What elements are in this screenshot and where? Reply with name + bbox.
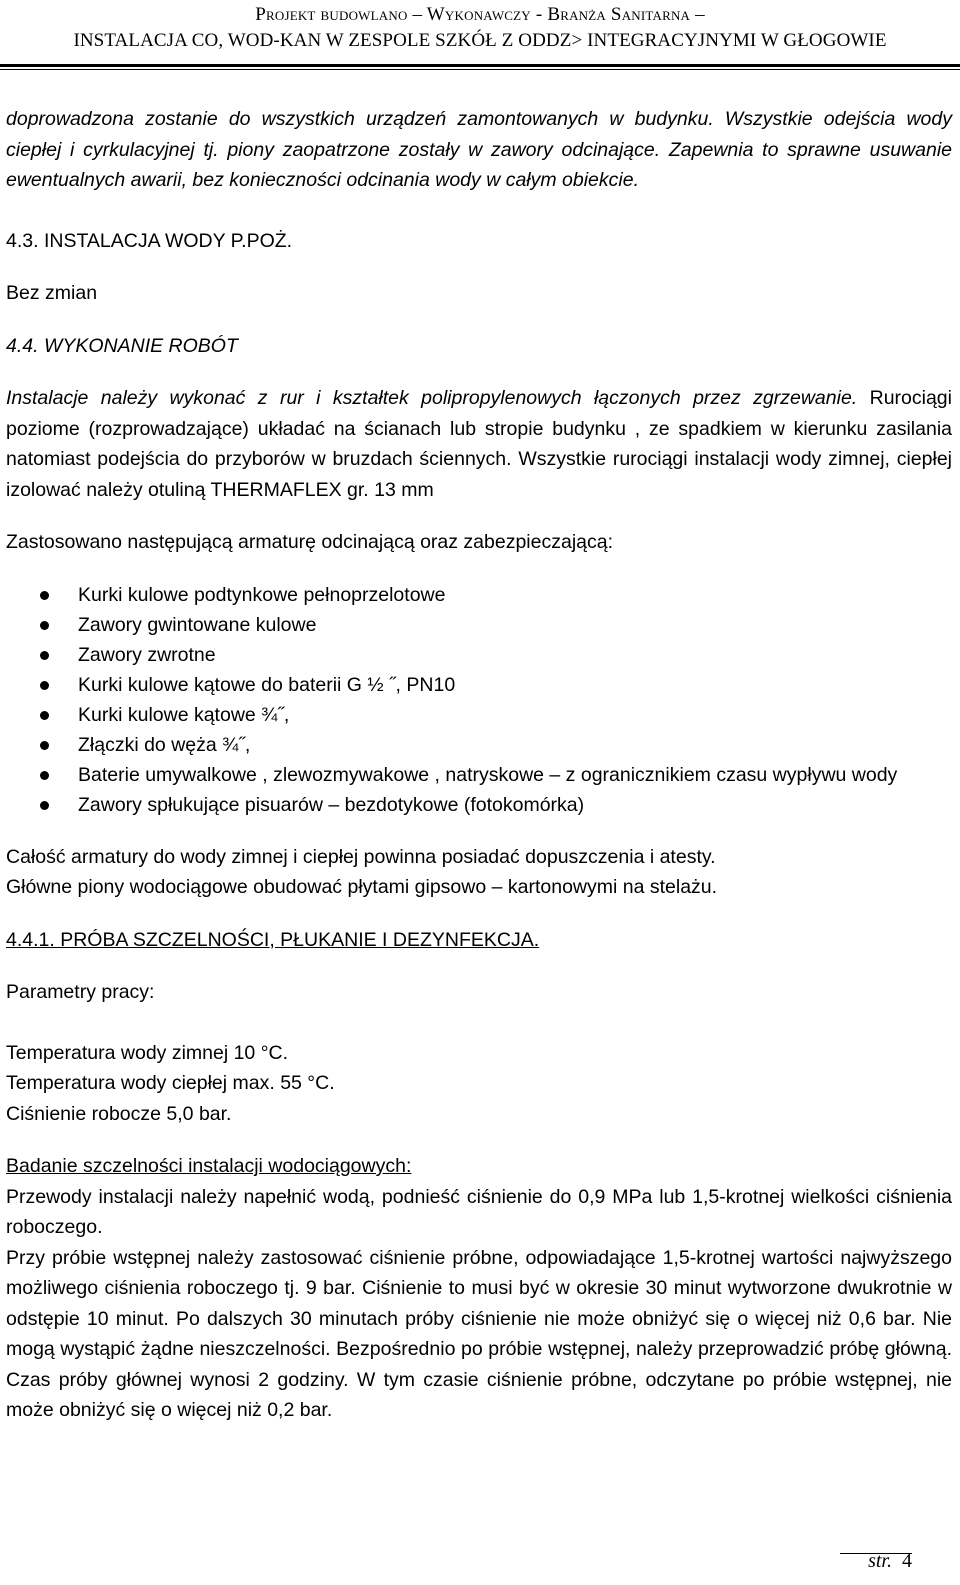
intro-paragraph: doprowadzona zostanie do wszystkich urządzeń zamontowanych w budynku. Wszystkie odejścia wody ciepłej i cyrkulacyjnej tj. piony zaopatrzone zostały w zawory odcinające. Zapewnia to sprawne usuwanie ewentualnych awarii, bez konieczności odcinania wody w całym obiekcie. bbox=[6, 108, 952, 191]
bullet-icon bbox=[40, 681, 49, 690]
page-header bbox=[0, 2, 960, 54]
section-4-4-paragraph bbox=[6, 383, 952, 505]
bullet-icon bbox=[40, 651, 49, 660]
badanie-paragraph-2: Przy próbie wstępnej należy zastosować ciśnienie próbne, odpowiadające 1,5-krotnej wartości najwyższego możliwego ciśnienia roboczego tj. 9 bar. Ciśnienie to musi być w okresie 30 minut wytworzone dwukrotnie w odstępie 10 minut. Po dalszych 30 minutach próby ciśnienie nie może obniżyć się o więcej niż 0,6 bar. Nie mogą wystąpić żądne nieszczelności. Bezpośrednio po próbie wstępnej, należy przeprowadzić próbę główną. Czas próby głównej wynosi 2 godziny. W tym czasie ciśnienie próbne, odczytane po próbie wstępnej, nie może obniżyć się o więcej niż 0,2 bar. bbox=[6, 1246, 952, 1421]
list-item bbox=[6, 580, 952, 610]
params-label: Parametry pracy: bbox=[6, 981, 155, 1003]
list-item-text: Złączki do węża ¾˝, bbox=[78, 733, 251, 756]
section-4-4-lead: Instalacje należy wykonać z rur i kształtek polipropylenowych łączonych przez zgrzewanie. bbox=[6, 387, 858, 409]
armatura-list bbox=[6, 580, 952, 820]
param-line: Temperatura wody zimnej 10 °C. bbox=[6, 1041, 288, 1064]
list-item-text: Kurki kulowe kątowe do baterii G ½ ˝, PN10 bbox=[78, 673, 456, 696]
header-line-2: INSTALACJA CO, WOD-KAN W ZESPOLE SZKÓŁ Z ODDZ> INTEGRACYJNYMI W GŁOGOWIE bbox=[73, 30, 887, 51]
list-item bbox=[6, 670, 952, 700]
section-4-3-text: Bez zmian bbox=[6, 282, 98, 304]
list-item bbox=[6, 700, 952, 730]
list-item bbox=[6, 790, 952, 820]
atesty-text: Całość armatury do wody zimnej i ciepłej powinna posiadać dopuszczenia i atesty. bbox=[6, 845, 716, 868]
bullet-icon bbox=[40, 741, 49, 750]
armatura-intro: Zastosowano następującą armaturę odcinającą oraz zabezpieczającą: bbox=[6, 531, 614, 553]
piony-text: Główne piony wodociągowe obudować płytami gipsowo – kartonowymi na stelażu. bbox=[6, 876, 718, 898]
badanie-paragraph-1: Przewody instalacji należy napełnić wodą, podnieść ciśnienie do 0,9 MPa lub 1,5-krotnej wielkości ciśnienia roboczego. bbox=[6, 1185, 952, 1238]
bullet-icon bbox=[40, 621, 49, 630]
list-item-text: Zawory spłukujące pisuarów – bezdotykowe (fotokomórka) bbox=[78, 793, 585, 816]
header-line-1: Projekt budowlano – Wykonawczy - Branża Sanitarna – bbox=[255, 4, 705, 25]
page-number: 4 bbox=[902, 1550, 912, 1572]
header-rule bbox=[0, 64, 960, 70]
bullet-icon bbox=[40, 801, 49, 810]
bullet-icon bbox=[40, 591, 49, 600]
list-item bbox=[6, 730, 952, 760]
param-line: Ciśnienie robocze 5,0 bar. bbox=[6, 1102, 232, 1125]
bullet-icon bbox=[40, 771, 49, 780]
list-item-text: Zawory gwintowane kulowe bbox=[78, 613, 317, 636]
list-item bbox=[6, 610, 952, 640]
list-item-text: Kurki kulowe podtynkowe pełnoprzelotowe bbox=[78, 583, 446, 606]
list-item bbox=[6, 760, 952, 790]
section-4-4-text: Rurociągi poziome (rozprowadzające) układać na ścianach lub stropie budynku , ze spadkiem w kierunku zasilania natomiast podejścia do przyborów w bruzdach ściennych. Wszystkie rurociągi instalacji wody zimnej, ciepłej izolować należy otuliną THERMAFLEX gr. 13 mm bbox=[6, 387, 952, 501]
section-4-3-title: 4.3. INSTALACJA WODY P.POŻ. bbox=[6, 229, 293, 252]
document-body bbox=[6, 104, 952, 1426]
param-line: Temperatura wody ciepłej max. 55 °C. bbox=[6, 1072, 335, 1094]
list-item-text: Zawory zwrotne bbox=[78, 643, 216, 666]
bullet-icon bbox=[40, 711, 49, 720]
list-item-text: Baterie umywalkowe , zlewozmywakowe , natryskowe – z ogranicznikiem czasu wypływu wody bbox=[78, 763, 898, 786]
section-4-4-1-title: 4.4.1. PRÓBA SZCZELNOŚCI, PŁUKANIE I DEZYNFEKCJA. bbox=[6, 928, 540, 951]
list-item-text: Kurki kulowe kątowe ¾˝, bbox=[78, 703, 290, 726]
page-label: str. bbox=[868, 1550, 892, 1572]
list-item bbox=[6, 640, 952, 670]
badanie-title: Badanie szczelności instalacji wodociągowych: bbox=[6, 1155, 412, 1177]
page-footer bbox=[868, 1549, 912, 1573]
section-4-4-title: 4.4. WYKONANIE ROBÓT bbox=[6, 334, 238, 357]
